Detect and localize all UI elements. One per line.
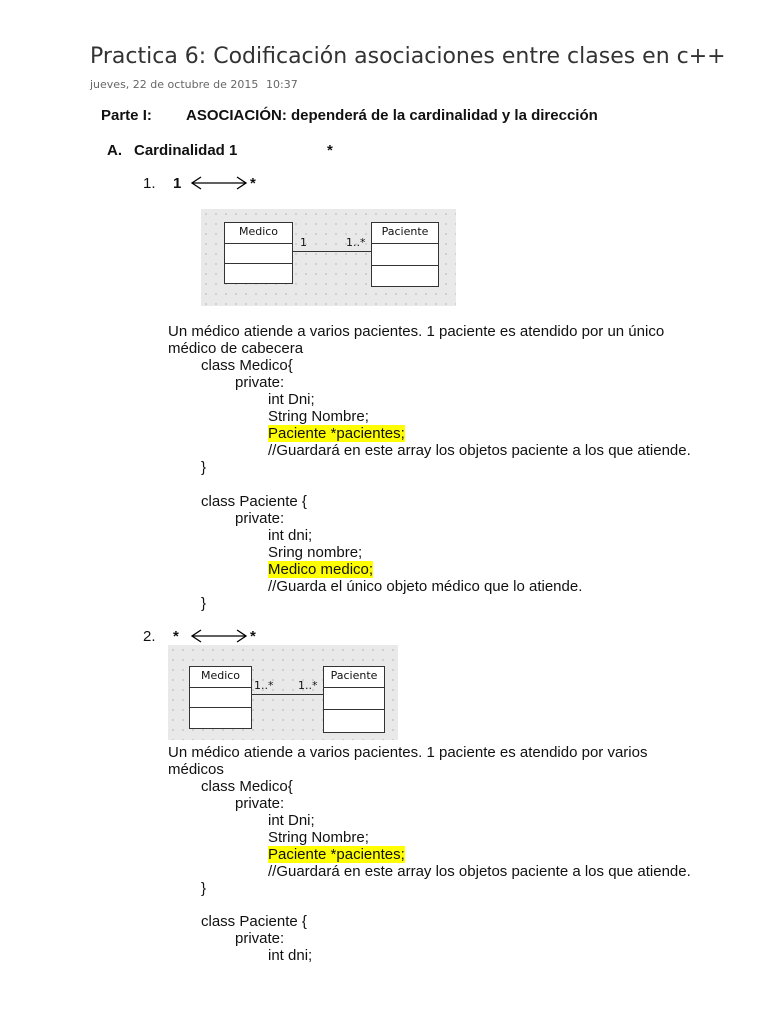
uml-class-name: Paciente [330, 669, 378, 682]
case1-right-cardinality: * [250, 175, 256, 192]
highlight: Paciente *pacientes; [268, 846, 405, 863]
code-field-highlighted [268, 561, 373, 578]
uml-methods-section [190, 707, 251, 728]
case1-description-line2: médico de cabecera [168, 340, 304, 357]
uml-class-name: Paciente [381, 225, 429, 238]
uml-class-paciente [371, 222, 439, 287]
code-comment: //Guardará en este array los objetos paciente a los que atiende. [268, 863, 691, 880]
case2-right-cardinality: * [250, 628, 256, 645]
uml-methods-section [225, 263, 292, 283]
code-class-paciente: class Paciente { [201, 913, 307, 930]
bidirectional-arrow-icon [189, 628, 249, 644]
note-time: 10:37 [266, 78, 298, 91]
note-date: jueves, 22 de octubre de 2015 [90, 78, 259, 91]
code-field: int dni; [268, 527, 313, 544]
code-field: String Nombre; [268, 408, 369, 425]
section-label: A. [107, 142, 122, 159]
case1-description-line1: Un médico atiende a varios pacientes. 1 paciente es atendido por un único [168, 323, 665, 340]
uml-methods-section [324, 709, 384, 732]
code-field: int Dni; [268, 391, 315, 408]
bidirectional-arrow-icon [189, 175, 249, 191]
uml-attributes-section [190, 687, 251, 707]
uml-attributes-section [225, 243, 292, 263]
code-field-highlighted [268, 425, 405, 442]
uml-multiplicity-a: 1..* [254, 679, 274, 692]
code-close-brace: } [201, 880, 207, 897]
uml-class-name: Medico [200, 669, 241, 682]
part-heading: ASOCIACIÓN: dependerá de la cardinalidad y la dirección [186, 107, 598, 124]
uml-multiplicity-b: 1..* [298, 679, 318, 692]
code-access: private: [235, 795, 285, 812]
highlight: Medico medico; [268, 561, 374, 578]
uml-attributes-section [324, 687, 384, 709]
code-class-paciente: class Paciente { [201, 493, 307, 510]
code-access: private: [235, 510, 285, 527]
code-field: String Nombre; [268, 829, 369, 846]
case2-description-line2: médicos [168, 761, 224, 778]
highlight: Paciente *pacientes; [268, 425, 405, 442]
code-field: Sring nombre; [268, 544, 363, 561]
uml-class-paciente [323, 666, 385, 733]
code-close-brace: } [201, 459, 207, 476]
uml-methods-section [372, 265, 438, 286]
uml-association-line [252, 694, 323, 695]
case2-left-cardinality: * [173, 628, 179, 645]
case1-number: 1. [143, 175, 156, 192]
section-heading: Cardinalidad 1 [134, 142, 238, 159]
code-access: private: [235, 374, 285, 391]
uml-class-name: Medico [238, 225, 279, 238]
code-comment: //Guardará en este array los objetos paciente a los que atiende. [268, 442, 691, 459]
case2-number: 2. [143, 628, 156, 645]
code-access: private: [235, 930, 285, 947]
uml-class-medico [189, 666, 252, 729]
code-comment: //Guarda el único objeto médico que lo atiende. [268, 578, 583, 595]
uml-multiplicity-a: 1 [300, 236, 307, 249]
section-star: * [327, 142, 333, 159]
code-close-brace: } [201, 595, 207, 612]
code-field-highlighted [268, 846, 405, 863]
case1-left-cardinality: 1 [173, 175, 182, 192]
code-field: int Dni; [268, 812, 315, 829]
uml-class-medico [224, 222, 293, 284]
code-class-medico: class Medico{ [201, 357, 293, 374]
uml-multiplicity-b: 1..* [346, 236, 366, 249]
case2-description-line1: Un médico atiende a varios pacientes. 1 paciente es atendido por varios [168, 744, 648, 761]
code-field: int dni; [268, 947, 313, 964]
code-class-medico: class Medico{ [201, 778, 293, 795]
part-label: Parte I: [101, 107, 152, 124]
uml-association-line [293, 251, 371, 252]
uml-diagram-2 [168, 645, 398, 740]
uml-attributes-section [372, 243, 438, 265]
uml-diagram-1 [201, 209, 456, 306]
page-title: Practica 6: Codificación asociaciones entre clases en c++ [90, 44, 726, 69]
